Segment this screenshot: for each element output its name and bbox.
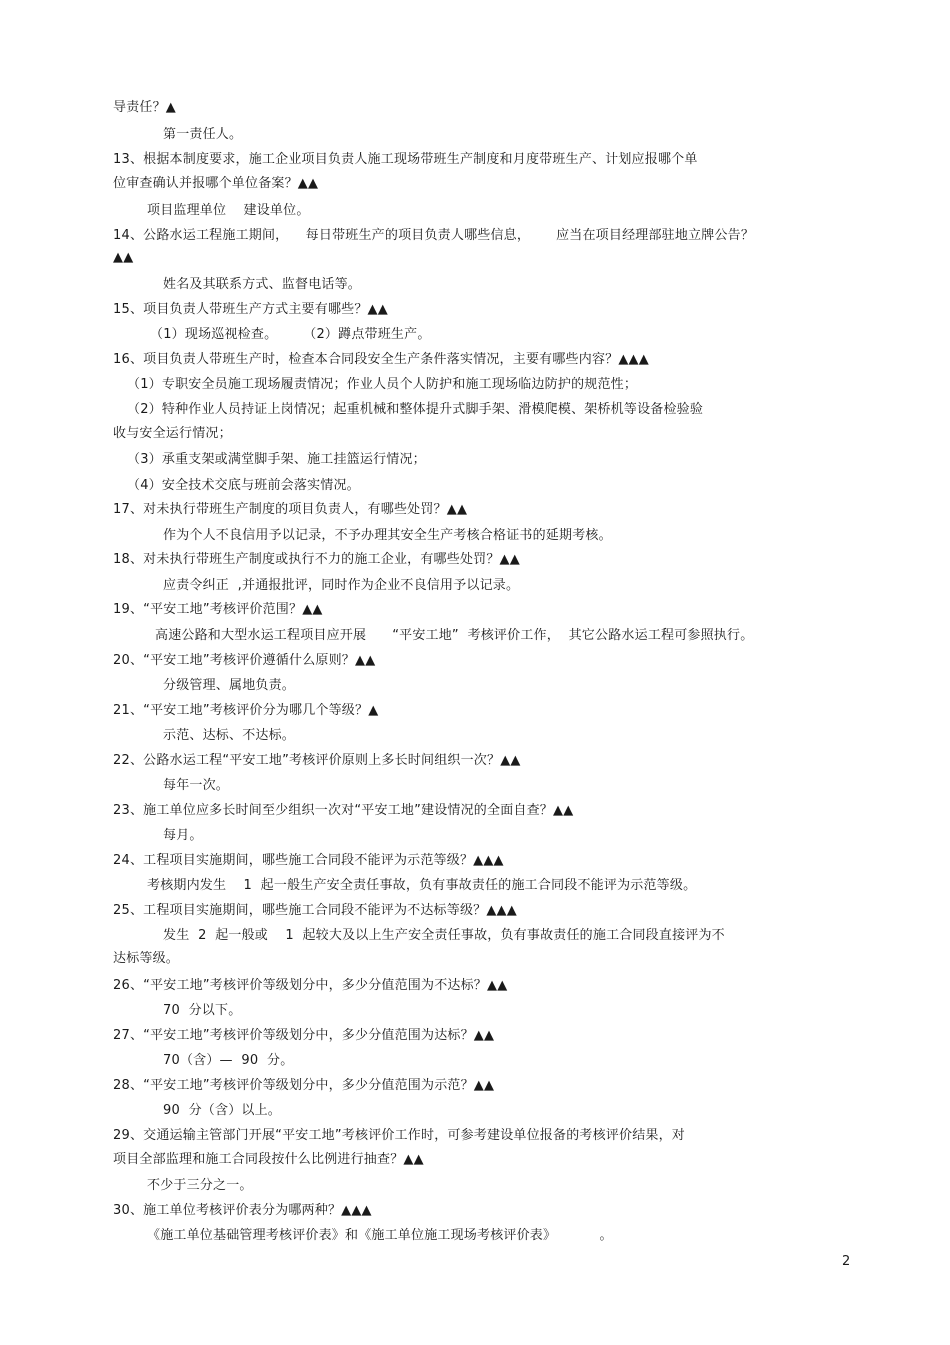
- text-line: ▲▲: [113, 250, 134, 265]
- text-line: 位审查确认并报哪个单位备案？▲▲: [113, 176, 319, 191]
- answer-line: 分级管理、属地负责。: [163, 678, 296, 693]
- question-line: 28、“平安工地”考核评价等级划分中，多少分值范围为示范？▲▲: [113, 1078, 495, 1093]
- question-line: 13、根据本制度要求，施工企业项目负责人施工现场带班生产制度和月度带班生产、计划应报哪个单: [113, 152, 698, 167]
- question-line: 24、工程项目实施期间，哪些施工合同段不能评为示范等级？▲▲▲: [113, 853, 504, 868]
- answer-line: 70 分以下。: [163, 1003, 242, 1018]
- question-line: 14、公路水运工程施工期间， 每日带班生产的项目负责人哪些信息， 应当在项目经理部驻地立牌公告？: [113, 228, 755, 243]
- answer-line: 姓名及其联系方式、监督电话等。: [163, 277, 362, 292]
- text-line: 达标等级。: [113, 951, 180, 966]
- text-line: 导责任？▲: [113, 100, 176, 115]
- answer-line: 示范、达标、不达标。: [163, 728, 296, 743]
- question-line: 30、施工单位考核评价表分为哪两种？▲▲▲: [113, 1203, 372, 1218]
- question-line: 25、工程项目实施期间，哪些施工合同段不能评为不达标等级？▲▲▲: [113, 903, 517, 918]
- answer-line: 作为个人不良信用予以记录，不予办理其安全生产考核合格证书的延期考核。: [163, 528, 612, 543]
- page-number: 2: [842, 1254, 851, 1269]
- answer-line: （1）专职安全员施工现场履责情况；作业人员个人防护和施工现场临边防护的规范性；: [127, 377, 638, 392]
- answer-line: 70（含）— 90 分。: [163, 1053, 294, 1068]
- answer-line: 高速公路和大型水运工程项目应开展 “平安工地” 考核评价工作， 其它公路水运工程可参照执行。: [155, 628, 754, 643]
- answer-line: （2）特种作业人员持证上岗情况；起重机械和整体提升式脚手架、滑模爬模、架桥机等设备检验验: [127, 402, 704, 417]
- question-line: 15、项目负责人带班生产方式主要有哪些？▲▲: [113, 302, 388, 317]
- answer-line: （3）承重支架或满堂脚手架、施工挂篮运行情况；: [127, 452, 426, 467]
- question-line: 26、“平安工地”考核评价等级划分中，多少分值范围为不达标？▲▲: [113, 978, 508, 993]
- text-line: 收与安全运行情况；: [113, 426, 232, 441]
- question-line: 22、公路水运工程“平安工地”考核评价原则上多长时间组织一次？▲▲: [113, 753, 521, 768]
- question-line: 29、交通运输主管部门开展“平安工地”考核评价工作时，可参考建设单位报备的考核评价结果，对: [113, 1128, 686, 1143]
- answer-line: 发生 2 起一般或 1 起较大及以上生产安全责任事故，负有事故责任的施工合同段直接评为不: [163, 928, 725, 943]
- answer-line: 第一责任人。: [163, 127, 243, 142]
- answer-line: 90 分（含）以上。: [163, 1103, 282, 1118]
- question-line: 23、施工单位应多长时间至少组织一次对“平安工地”建设情况的全面自查？▲▲: [113, 803, 574, 818]
- answer-line: （1）现场巡视检查。 （2）蹲点带班生产。: [150, 327, 431, 342]
- answer-line: 应责令纠正 ,并通报批评，同时作为企业不良信用予以记录。: [163, 578, 520, 593]
- question-line: 16、项目负责人带班生产时，检查本合同段安全生产条件落实情况，主要有哪些内容？▲▲▲: [113, 352, 649, 367]
- answer-line: 《施工单位基础管理考核评价表》和《施工单位施工现场考核评价表》 。: [147, 1228, 613, 1243]
- answer-line: 项目监理单位 建设单位。: [147, 203, 310, 218]
- question-line: 17、对未执行带班生产制度的项目负责人，有哪些处罚？▲▲: [113, 502, 468, 517]
- answer-line: 考核期内发生 1 起一般生产安全责任事故，负有事故责任的施工合同段不能评为示范等级。: [147, 878, 697, 893]
- question-line: 21、“平安工地”考核评价分为哪几个等级？▲: [113, 703, 379, 718]
- answer-line: （4）安全技术交底与班前会落实情况。: [127, 478, 360, 493]
- answer-line: 每年一次。: [163, 778, 230, 793]
- answer-line: 每月。: [163, 828, 203, 843]
- text-line: 项目全部监理和施工合同段按什么比例进行抽查？▲▲: [113, 1152, 424, 1167]
- question-line: 18、对未执行带班生产制度或执行不力的施工企业，有哪些处罚？▲▲: [113, 552, 520, 567]
- answer-line: 不少于三分之一。: [147, 1178, 253, 1193]
- question-line: 27、“平安工地”考核评价等级划分中，多少分值范围为达标？▲▲: [113, 1028, 495, 1043]
- question-line: 19、“平安工地”考核评价范围？▲▲: [113, 602, 323, 617]
- question-line: 20、“平安工地”考核评价遵循什么原则？▲▲: [113, 653, 376, 668]
